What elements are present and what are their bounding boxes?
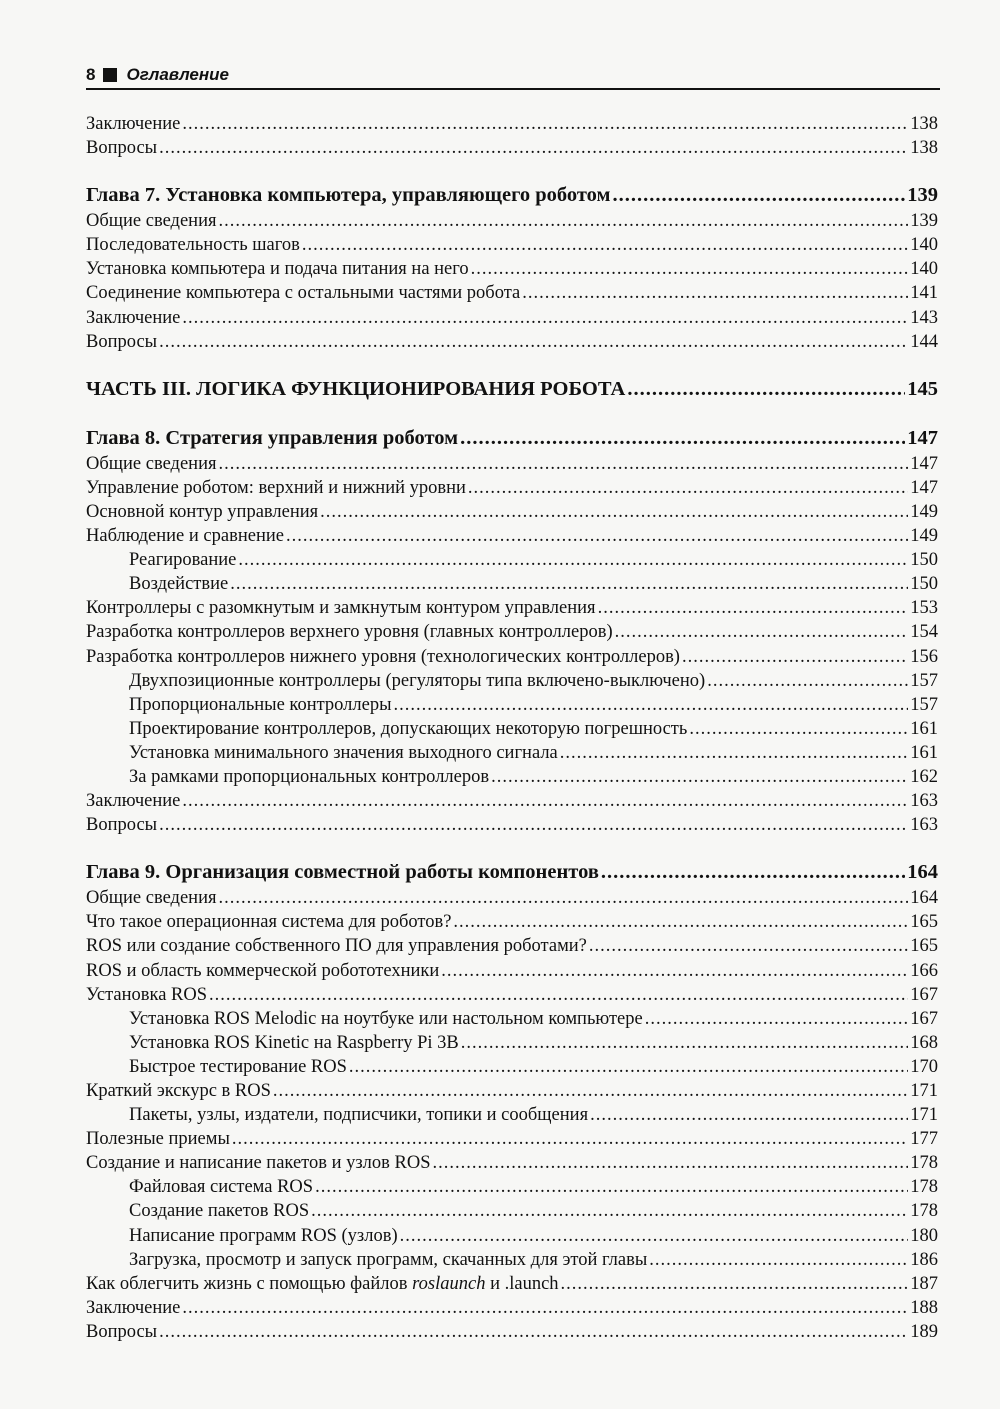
toc-entry[interactable]: [86, 934, 938, 958]
dot-leader: [320, 500, 908, 524]
toc-entry-title: Общие сведения: [86, 888, 217, 909]
dot-leader: [433, 1151, 909, 1175]
dot-leader: [159, 813, 908, 837]
dot-leader: [589, 934, 908, 958]
dot-leader: [219, 452, 909, 476]
toc-entry[interactable]: [86, 645, 938, 669]
dot-leader: [159, 330, 908, 354]
dot-leader: [627, 376, 905, 403]
toc-chapter-entry[interactable]: [86, 182, 938, 209]
toc-entry-title: Глава 8. Стратегия управления роботом: [86, 426, 459, 449]
toc-entry-page: 157: [910, 670, 938, 691]
toc-entry-page: 189: [910, 1321, 938, 1342]
toc-entry[interactable]: [86, 209, 938, 233]
toc-entry[interactable]: [86, 1320, 938, 1344]
toc-entry-page: 171: [910, 1105, 938, 1126]
toc-entry-title: Создание и написание пакетов и узлов ROS: [86, 1153, 431, 1174]
toc-entry-page: 144: [910, 331, 938, 352]
dot-leader: [461, 1031, 908, 1055]
toc-entry[interactable]: [86, 548, 938, 572]
toc-entry-page: 140: [910, 259, 938, 280]
toc-entry-title: Заключение: [86, 114, 181, 134]
toc-entry[interactable]: [86, 1199, 938, 1223]
toc-entry-title: Основной контур управления: [86, 501, 319, 522]
toc-entry[interactable]: [86, 1296, 938, 1320]
toc-entry-page: 165: [910, 912, 938, 933]
toc-entry-page: 153: [910, 598, 938, 619]
toc-entry[interactable]: [86, 306, 938, 330]
toc-entry-page: 164: [907, 861, 938, 884]
toc-entry-title: Последовательность шагов: [86, 235, 300, 256]
dot-leader: [273, 1079, 908, 1103]
toc-entry-page: 139: [910, 211, 938, 232]
dot-leader: [159, 1320, 908, 1344]
toc-entry-title: [86, 1272, 559, 1296]
toc-entry[interactable]: [86, 910, 938, 934]
dot-leader: [182, 112, 908, 136]
dot-leader: [460, 425, 905, 452]
toc-entry[interactable]: [86, 1224, 938, 1248]
toc-entry[interactable]: [86, 813, 938, 837]
running-title: Оглавление: [126, 65, 229, 84]
toc-entry-title: Установка ROS: [86, 984, 208, 1005]
dot-leader: [468, 476, 908, 500]
toc-entry-page: 168: [910, 1032, 938, 1053]
toc-entry-title: Что такое операционная система для роботов?: [86, 912, 452, 933]
toc-entry[interactable]: [86, 983, 938, 1007]
toc-entry[interactable]: [86, 500, 938, 524]
toc-entry-page: 147: [910, 477, 938, 498]
section-gap: [86, 354, 938, 376]
section-gap: [86, 160, 938, 182]
toc-entry-title: Двухпозиционные контроллеры (регуляторы типа включено-выключено): [129, 670, 706, 691]
toc-entry-title: Разработка контроллеров верхнего уровня (главных контроллеров): [86, 622, 613, 643]
toc-entry-title: Заключение: [86, 307, 181, 328]
toc-entry-title: Общие сведения: [86, 211, 217, 232]
dot-leader: [707, 669, 908, 693]
toc-entry[interactable]: [86, 1103, 938, 1127]
toc-entry[interactable]: [86, 452, 938, 476]
table-of-contents: [86, 112, 938, 1344]
dot-leader: [302, 233, 908, 257]
dot-leader: [682, 645, 908, 669]
dot-leader: [441, 959, 908, 983]
toc-entry-title: Заключение: [86, 1297, 181, 1318]
toc-entry-page: 150: [910, 574, 938, 595]
toc-entry-title: Вопросы: [86, 815, 158, 836]
toc-entry-title: Проектирование контроллеров, допускающих некоторую погрешность: [129, 718, 688, 739]
toc-entry-page: 141: [910, 283, 938, 304]
toc-entry-page: 187: [910, 1273, 938, 1294]
toc-entry[interactable]: [86, 596, 938, 620]
toc-entry[interactable]: [86, 476, 938, 500]
toc-entry-page: 138: [910, 138, 938, 159]
toc-entry-page: 166: [910, 960, 938, 981]
dot-leader: [491, 765, 908, 789]
dot-leader: [219, 209, 909, 233]
dot-leader: [615, 620, 909, 644]
toc-entry-page: 186: [910, 1249, 938, 1270]
toc-entry-page: 167: [910, 1008, 938, 1029]
toc-entry[interactable]: [86, 765, 938, 789]
toc-chapter-entry[interactable]: [86, 859, 938, 886]
toc-entry-page: 156: [910, 646, 938, 667]
toc-entry-title: Создание пакетов ROS: [129, 1201, 310, 1222]
toc-entry-page: 154: [910, 622, 938, 643]
toc-entry-page: 138: [910, 114, 938, 134]
dot-leader: [613, 182, 906, 209]
dot-leader: [182, 789, 908, 813]
toc-entry-title: Разработка контроллеров нижнего уровня (технологических контроллеров): [86, 646, 680, 667]
toc-entry-title: Установка ROS Melodic на ноутбуке или настольном компьютере: [129, 1008, 643, 1029]
toc-entry-title: Вопросы: [86, 331, 158, 352]
toc-entry-title-part: и .launch: [485, 1273, 559, 1294]
toc-entry[interactable]: [86, 717, 938, 741]
dot-leader: [561, 1272, 909, 1296]
dot-leader: [230, 572, 908, 596]
page-number: 8: [86, 65, 96, 84]
toc-entry-title: Полезные приемы: [86, 1129, 230, 1150]
toc-entry-page: 188: [910, 1297, 938, 1318]
toc-entry[interactable]: [86, 1007, 938, 1031]
dot-leader: [598, 596, 909, 620]
toc-entry-title: Быстрое тестирование ROS: [129, 1056, 347, 1077]
toc-entry-page: 147: [907, 426, 938, 449]
dot-leader: [560, 741, 908, 765]
toc-entry-page: 157: [910, 694, 938, 715]
dot-leader: [159, 136, 908, 160]
section-gap: [86, 837, 938, 859]
toc-entry-title-italic: roslaunch: [412, 1273, 486, 1294]
toc-entry-page: 161: [910, 742, 938, 763]
toc-entry-title: Краткий экскурс в ROS: [86, 1081, 271, 1101]
section-gap: [86, 403, 938, 425]
toc-entry-title-part: Как облегчить жизнь с помощью файлов: [86, 1273, 413, 1294]
toc-entry[interactable]: [86, 620, 938, 644]
dot-leader: [315, 1175, 908, 1199]
toc-entry-title: Соединение компьютера с остальными частями робота: [86, 283, 521, 304]
toc-entry-title: Реагирование: [129, 550, 237, 571]
dot-leader: [311, 1199, 908, 1223]
toc-entry[interactable]: [86, 1031, 938, 1055]
toc-entry-title: ROS и область коммерческой робототехники: [86, 960, 440, 981]
toc-entry[interactable]: [86, 959, 938, 983]
toc-entry-page: 178: [910, 1201, 938, 1222]
toc-entry-title: ROS или создание собственного ПО для управления роботами?: [86, 936, 587, 957]
toc-entry-title: Общие сведения: [86, 453, 217, 474]
toc-entry-title: Управление роботом: верхний и нижний уровни: [86, 477, 466, 498]
toc-entry[interactable]: [86, 524, 938, 548]
toc-entry-page: 143: [910, 307, 938, 328]
dot-leader: [349, 1055, 908, 1079]
toc-entry-page: 165: [910, 936, 938, 957]
dot-leader: [182, 306, 908, 330]
toc-entry-title: ЧАСТЬ III. ЛОГИКА ФУНКЦИОНИРОВАНИЯ РОБОТА: [86, 377, 626, 400]
dot-leader: [394, 693, 909, 717]
toc-entry[interactable]: [86, 330, 938, 354]
toc-entry[interactable]: [86, 1175, 938, 1199]
toc-entry-title: Установка компьютера и подача питания на него: [86, 259, 469, 280]
dot-leader: [601, 859, 905, 886]
toc-entry-page: 150: [910, 550, 938, 571]
dot-leader: [522, 281, 908, 305]
dot-leader: [182, 1296, 908, 1320]
toc-entry-title: Вопросы: [86, 138, 158, 159]
dot-leader: [590, 1103, 908, 1127]
toc-entry[interactable]: [86, 1055, 938, 1079]
toc-entry-title: Пакеты, узлы, издатели, подписчики, топики и сообщения: [129, 1105, 589, 1126]
square-bullet-icon: [103, 68, 117, 82]
toc-entry-title: Глава 9. Организация совместной работы компонентов: [86, 861, 599, 884]
toc-entry-title: Глава 7. Установка компьютера, управляющего роботом: [86, 184, 611, 207]
toc-entry[interactable]: [86, 112, 938, 136]
toc-entry-page: 140: [910, 235, 938, 256]
toc-entry-page: 147: [910, 453, 938, 474]
toc-entry[interactable]: [86, 886, 938, 910]
toc-entry-page: 145: [907, 377, 938, 400]
toc-entry-page: 177: [910, 1129, 938, 1150]
running-header: [86, 62, 940, 90]
dot-leader: [232, 1127, 908, 1151]
toc-entry[interactable]: [86, 1248, 938, 1272]
dot-leader: [238, 548, 908, 572]
dot-leader: [453, 910, 908, 934]
toc-entry[interactable]: [86, 693, 938, 717]
toc-entry-title: Воздействие: [129, 574, 229, 595]
dot-leader: [209, 983, 908, 1007]
toc-entry-page: 163: [910, 791, 938, 812]
toc-entry-title: Файловая система ROS: [129, 1177, 314, 1198]
toc-entry-title: За рамками пропорциональных контроллеров: [129, 766, 490, 787]
toc-entry-page: 180: [910, 1225, 938, 1246]
dot-leader: [286, 524, 908, 548]
toc-entry[interactable]: [86, 789, 938, 813]
toc-entry-title: Установка минимального значения выходного сигнала: [129, 742, 558, 763]
dot-leader: [219, 886, 909, 910]
toc-entry-page: 171: [910, 1081, 938, 1101]
dot-leader: [400, 1224, 909, 1248]
dot-leader: [471, 257, 909, 281]
toc-entry-title: Заключение: [86, 791, 181, 812]
toc-entry-page: 162: [910, 766, 938, 787]
toc-entry-page: 149: [910, 501, 938, 522]
toc-entry[interactable]: [86, 572, 938, 596]
toc-entry[interactable]: [86, 1151, 938, 1175]
toc-entry-page: 139: [907, 184, 938, 207]
toc-entry-title: Контроллеры с разомкнутым и замкнутым контуром управления: [86, 598, 596, 619]
toc-part-entry[interactable]: [86, 376, 938, 403]
toc-entry[interactable]: [86, 257, 938, 281]
toc-entry-page: 167: [910, 984, 938, 1005]
toc-entry-page: 178: [910, 1177, 938, 1198]
toc-entry-title: Написание программ ROS (узлов): [129, 1225, 398, 1246]
toc-entry-page: 164: [910, 888, 938, 909]
toc-entry-page: 163: [910, 815, 938, 836]
toc-entry-title: Вопросы: [86, 1321, 158, 1342]
toc-entry[interactable]: [86, 281, 938, 305]
toc-entry-title: Пропорциональные контроллеры: [129, 694, 392, 715]
toc-entry[interactable]: [86, 1079, 938, 1103]
toc-entry-page: 178: [910, 1153, 938, 1174]
toc-entry[interactable]: [86, 1127, 938, 1151]
dot-leader: [689, 717, 908, 741]
toc-entry[interactable]: [86, 136, 938, 160]
toc-entry[interactable]: [86, 233, 938, 257]
toc-entry-page: 170: [910, 1056, 938, 1077]
toc-entry-title: Установка ROS Kinetic на Raspberry Pi 3B: [129, 1032, 459, 1053]
toc-chapter-entry[interactable]: [86, 425, 938, 452]
toc-entry-page: 161: [910, 718, 938, 739]
dot-leader: [645, 1007, 909, 1031]
dot-leader: [649, 1248, 908, 1272]
toc-entry-page: 149: [910, 526, 938, 547]
toc-entry[interactable]: [86, 1272, 938, 1296]
toc-entry-title: Загрузка, просмотр и запуск программ, скачанных для этой главы: [129, 1249, 648, 1270]
toc-entry[interactable]: [86, 741, 938, 765]
toc-entry-title: Наблюдение и сравнение: [86, 526, 284, 547]
toc-entry[interactable]: [86, 669, 938, 693]
